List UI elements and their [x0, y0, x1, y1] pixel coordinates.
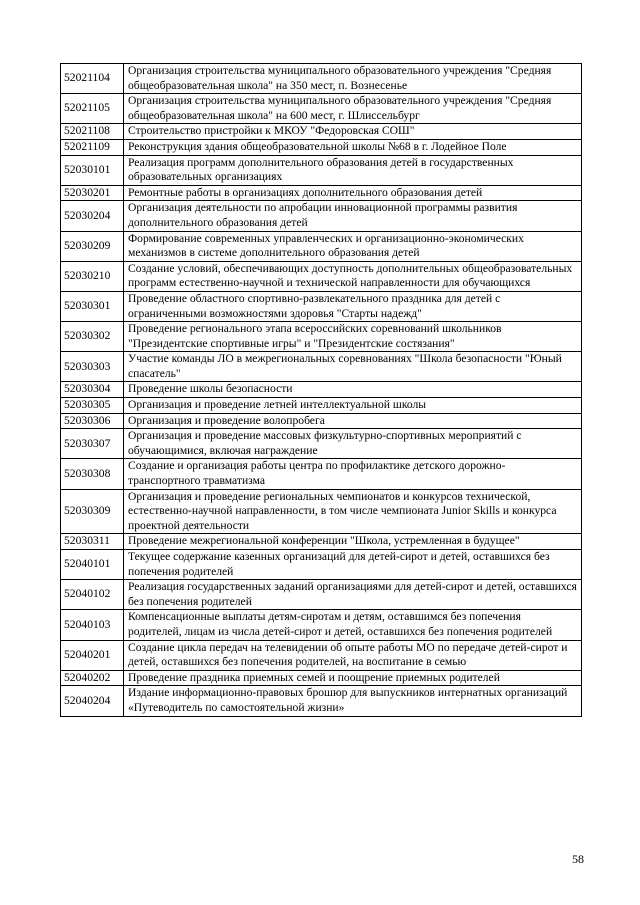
row-code: 52030302 [61, 322, 124, 352]
row-description: Создание и организация работы центра по профилактике детского дорожно-транспортного травматизма [124, 459, 582, 489]
table-row [61, 670, 582, 686]
row-code: 52030204 [61, 201, 124, 231]
row-description: Проведение областного спортивно-развлекательного праздника для детей с ограниченными возможностями здоровья "Старты надежд" [124, 291, 582, 321]
row-code: 52021109 [61, 139, 124, 155]
row-code: 52030311 [61, 534, 124, 550]
row-code: 52040102 [61, 580, 124, 610]
row-code: 52040101 [61, 550, 124, 580]
table-row [61, 64, 582, 94]
row-code: 52040202 [61, 670, 124, 686]
table-row [61, 201, 582, 231]
budget-codes-table [60, 63, 582, 717]
table-row [61, 322, 582, 352]
table-body [61, 64, 582, 717]
table-row [61, 185, 582, 201]
row-description: Организация деятельности по апробации инновационной программы развития дополнительного образования детей [124, 201, 582, 231]
row-description: Участие команды ЛО в межрегиональных соревнованиях "Школа безопасности "Юный спасатель" [124, 352, 582, 382]
table-row [61, 155, 582, 185]
row-description: Реализация программ дополнительного образования детей в государственных образовательных организациях [124, 155, 582, 185]
table-row [61, 94, 582, 124]
row-description: Организация и проведение волопробега [124, 413, 582, 429]
table-row [61, 352, 582, 382]
row-code: 52040201 [61, 640, 124, 670]
row-code: 52030209 [61, 231, 124, 261]
row-description: Проведение межрегиональной конференции "Школа, устремленная в будущее" [124, 534, 582, 550]
table-row [61, 231, 582, 261]
row-code: 52030210 [61, 261, 124, 291]
table-row [61, 261, 582, 291]
table-row [61, 686, 582, 716]
row-code: 52030303 [61, 352, 124, 382]
row-description: Реконструкция здания общеобразовательной школы №68 в г. Лодейное Поле [124, 139, 582, 155]
row-code: 52021104 [61, 64, 124, 94]
row-description: Издание информационно-правовых брошюр для выпускников интернатных организаций «Путеводитель по самостоятельной жизни» [124, 686, 582, 716]
table-row [61, 124, 582, 140]
row-description: Компенсационные выплаты детям-сиротам и детям, оставшимся без попечения родителей, лицам из числа детей-сирот и детей, оставшихся без попечения родителей [124, 610, 582, 640]
page-number: 58 [572, 852, 584, 866]
row-description: Организация и проведение региональных чемпионатов и конкурсов технической, естественно-научной направленности, в том числе чемпионата Junior Skills и конкурса проектной деятельности [124, 489, 582, 534]
table-row [61, 550, 582, 580]
row-code: 52021108 [61, 124, 124, 140]
table-row [61, 413, 582, 429]
row-description: Формирование современных управленческих и организационно-экономических механизмов в системе дополнительного образования детей [124, 231, 582, 261]
row-description: Проведение школы безопасности [124, 382, 582, 398]
table-row [61, 580, 582, 610]
table-row [61, 139, 582, 155]
row-description: Организация и проведение массовых физкультурно-спортивных мероприятий с обучающимися, включая награждение [124, 429, 582, 459]
row-code: 52040204 [61, 686, 124, 716]
row-code: 52030309 [61, 489, 124, 534]
row-description: Организация строительства муниципального образовательного учреждения "Средняя общеобразовательная школа" на 600 мест, г. Шлиссельбург [124, 94, 582, 124]
row-description: Проведение регионального этапа всероссийских соревнований школьников "Президентские спортивные игры" и "Президентские состязания" [124, 322, 582, 352]
row-description: Организация и проведение летней интеллектуальной школы [124, 398, 582, 414]
row-code: 52030304 [61, 382, 124, 398]
row-description: Организация строительства муниципального образовательного учреждения "Средняя общеобразовательная школа" на 350 мест, п. Вознесенье [124, 64, 582, 94]
table-row [61, 398, 582, 414]
row-code: 52030306 [61, 413, 124, 429]
row-description: Реализация государственных заданий организациями для детей-сирот и детей, оставшихся без попечения родителей [124, 580, 582, 610]
row-code: 52030101 [61, 155, 124, 185]
table-row [61, 382, 582, 398]
row-description: Проведение праздника приемных семей и поощрение приемных родителей [124, 670, 582, 686]
table-row [61, 610, 582, 640]
row-code: 52030307 [61, 429, 124, 459]
table-row [61, 459, 582, 489]
row-code: 52040103 [61, 610, 124, 640]
table-row [61, 291, 582, 321]
row-description: Создание условий, обеспечивающих доступность дополнительных общеобразовательных программ естественно-научной и технической направленности для обучающихся [124, 261, 582, 291]
row-description: Создание цикла передач на телевидении об опыте работы МО по передаче детей-сирот и детей, оставшихся без попечения родителей, на воспитание в семью [124, 640, 582, 670]
table-row [61, 534, 582, 550]
table-row [61, 489, 582, 534]
table-row [61, 640, 582, 670]
row-code: 52030308 [61, 459, 124, 489]
row-code: 52030305 [61, 398, 124, 414]
table-row [61, 429, 582, 459]
row-description: Ремонтные работы в организациях дополнительного образования детей [124, 185, 582, 201]
row-code: 52030301 [61, 291, 124, 321]
row-code: 52021105 [61, 94, 124, 124]
row-code: 52030201 [61, 185, 124, 201]
row-description: Строительство пристройки к МКОУ "Федоровская СОШ" [124, 124, 582, 140]
row-description: Текущее содержание казенных организаций для детей-сирот и детей, оставшихся без попечения родителей [124, 550, 582, 580]
